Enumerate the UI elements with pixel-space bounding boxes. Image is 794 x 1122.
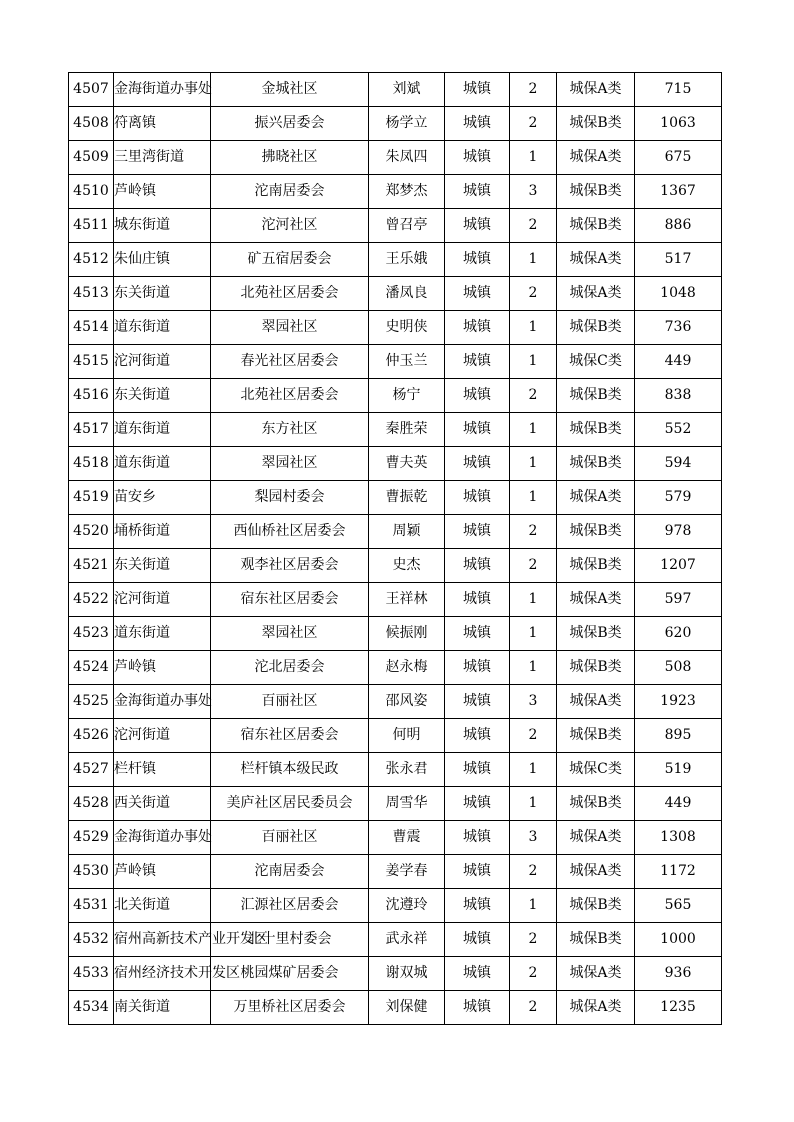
street-cell: 金海街道办事处 — [114, 73, 211, 107]
household-count-cell: 2 — [510, 719, 557, 753]
community-cell: 拂晓社区 — [211, 141, 369, 175]
street-cell: 金海街道办事处 — [114, 685, 211, 719]
insurance-type-cell: 城保A类 — [557, 583, 635, 617]
insurance-type-cell: 城保A类 — [557, 821, 635, 855]
household-count-cell: 1 — [510, 583, 557, 617]
household-count-cell: 1 — [510, 481, 557, 515]
table-row — [69, 141, 722, 175]
insurance-type-cell: 城保B类 — [557, 549, 635, 583]
table-row — [69, 957, 722, 991]
area-cell: 城镇 — [445, 311, 510, 345]
area-cell: 城镇 — [445, 549, 510, 583]
street-cell: 西关街道 — [114, 787, 211, 821]
insurance-type-cell: 城保A类 — [557, 855, 635, 889]
table-row — [69, 549, 722, 583]
name-cell: 赵永梅 — [369, 651, 445, 685]
table-row — [69, 617, 722, 651]
household-count-cell: 2 — [510, 107, 557, 141]
name-cell: 王祥林 — [369, 583, 445, 617]
community-cell: 金城社区 — [211, 73, 369, 107]
area-cell: 城镇 — [445, 617, 510, 651]
community-cell: 沱河社区 — [211, 209, 369, 243]
row-id-cell: 4515 — [69, 345, 114, 379]
row-id-cell: 4512 — [69, 243, 114, 277]
amount-cell: 1367 — [635, 175, 722, 209]
insurance-type-cell: 城保A类 — [557, 277, 635, 311]
table-row — [69, 175, 722, 209]
community-cell: 沱南居委会 — [211, 175, 369, 209]
area-cell: 城镇 — [445, 787, 510, 821]
area-cell: 城镇 — [445, 923, 510, 957]
community-cell: 翠园社区 — [211, 617, 369, 651]
table-row — [69, 821, 722, 855]
amount-cell: 736 — [635, 311, 722, 345]
amount-cell: 1235 — [635, 991, 722, 1025]
table-row — [69, 583, 722, 617]
household-count-cell: 1 — [510, 787, 557, 821]
amount-cell: 675 — [635, 141, 722, 175]
area-cell: 城镇 — [445, 481, 510, 515]
community-cell: 百丽社区 — [211, 821, 369, 855]
name-cell: 邵风姿 — [369, 685, 445, 719]
name-cell: 姜学春 — [369, 855, 445, 889]
household-count-cell: 3 — [510, 685, 557, 719]
name-cell: 谢双城 — [369, 957, 445, 991]
row-id-cell: 4519 — [69, 481, 114, 515]
household-count-cell: 2 — [510, 515, 557, 549]
amount-cell: 936 — [635, 957, 722, 991]
insurance-type-cell: 城保B类 — [557, 651, 635, 685]
community-cell: 梨园村委会 — [211, 481, 369, 515]
street-cell: 东关街道 — [114, 277, 211, 311]
household-count-cell: 2 — [510, 923, 557, 957]
household-count-cell: 1 — [510, 345, 557, 379]
name-cell: 曹振乾 — [369, 481, 445, 515]
table-row — [69, 447, 722, 481]
row-id-cell: 4517 — [69, 413, 114, 447]
area-cell: 城镇 — [445, 651, 510, 685]
amount-cell: 508 — [635, 651, 722, 685]
row-id-cell: 4522 — [69, 583, 114, 617]
household-count-cell: 2 — [510, 991, 557, 1025]
household-count-cell: 1 — [510, 413, 557, 447]
household-count-cell: 2 — [510, 549, 557, 583]
household-count-cell: 2 — [510, 209, 557, 243]
community-cell: 观李社区居委会 — [211, 549, 369, 583]
area-cell: 城镇 — [445, 175, 510, 209]
area-cell: 城镇 — [445, 889, 510, 923]
amount-cell: 1172 — [635, 855, 722, 889]
row-id-cell: 4529 — [69, 821, 114, 855]
household-count-cell: 1 — [510, 243, 557, 277]
street-cell: 东关街道 — [114, 549, 211, 583]
household-count-cell: 3 — [510, 175, 557, 209]
area-cell: 城镇 — [445, 821, 510, 855]
area-cell: 城镇 — [445, 719, 510, 753]
area-cell: 城镇 — [445, 753, 510, 787]
community-cell: 西仙桥社区居委会 — [211, 515, 369, 549]
name-cell: 沈遵玲 — [369, 889, 445, 923]
household-count-cell: 1 — [510, 617, 557, 651]
amount-cell: 449 — [635, 787, 722, 821]
amount-cell: 449 — [635, 345, 722, 379]
table-row — [69, 311, 722, 345]
name-cell: 周雪华 — [369, 787, 445, 821]
street-cell: 城东街道 — [114, 209, 211, 243]
table-row — [69, 413, 722, 447]
community-cell: 百丽社区 — [211, 685, 369, 719]
name-cell: 秦胜荣 — [369, 413, 445, 447]
community-cell: 万里桥社区居委会 — [211, 991, 369, 1025]
row-id-cell: 4524 — [69, 651, 114, 685]
amount-cell: 715 — [635, 73, 722, 107]
name-cell: 史明侠 — [369, 311, 445, 345]
amount-cell: 579 — [635, 481, 722, 515]
area-cell: 城镇 — [445, 141, 510, 175]
table-body — [69, 73, 722, 1025]
area-cell: 城镇 — [445, 277, 510, 311]
name-cell: 武永祥 — [369, 923, 445, 957]
insurance-type-cell: 城保A类 — [557, 141, 635, 175]
row-id-cell: 4509 — [69, 141, 114, 175]
household-count-cell: 2 — [510, 277, 557, 311]
insurance-type-cell: 城保B类 — [557, 413, 635, 447]
row-id-cell: 4520 — [69, 515, 114, 549]
name-cell: 何明 — [369, 719, 445, 753]
amount-cell: 620 — [635, 617, 722, 651]
community-cell: 北苑社区居委会 — [211, 379, 369, 413]
insurance-type-cell: 城保A类 — [557, 991, 635, 1025]
table-row — [69, 345, 722, 379]
area-cell: 城镇 — [445, 379, 510, 413]
name-cell: 郑梦杰 — [369, 175, 445, 209]
household-count-cell: 1 — [510, 311, 557, 345]
amount-cell: 838 — [635, 379, 722, 413]
area-cell: 城镇 — [445, 243, 510, 277]
community-cell: 汇源社区居委会 — [211, 889, 369, 923]
community-cell: 北苑社区居委会 — [211, 277, 369, 311]
amount-cell: 886 — [635, 209, 722, 243]
household-count-cell: 2 — [510, 957, 557, 991]
street-cell: 埇桥街道 — [114, 515, 211, 549]
row-id-cell: 4527 — [69, 753, 114, 787]
community-cell: 桃园煤矿居委会 — [211, 957, 369, 991]
street-cell: 沱河街道 — [114, 345, 211, 379]
community-cell: 春光社区居委会 — [211, 345, 369, 379]
household-count-cell: 2 — [510, 379, 557, 413]
area-cell: 城镇 — [445, 583, 510, 617]
amount-cell: 895 — [635, 719, 722, 753]
table-row — [69, 719, 722, 753]
table-row — [69, 515, 722, 549]
row-id-cell: 4531 — [69, 889, 114, 923]
table-row — [69, 243, 722, 277]
street-cell: 栏杆镇 — [114, 753, 211, 787]
row-id-cell: 4533 — [69, 957, 114, 991]
table-row — [69, 889, 722, 923]
insurance-type-cell: 城保B类 — [557, 889, 635, 923]
street-cell: 宿州高新技术产业开发区 — [114, 923, 211, 957]
area-cell: 城镇 — [445, 209, 510, 243]
community-cell: 沱南居委会 — [211, 855, 369, 889]
street-cell: 朱仙庄镇 — [114, 243, 211, 277]
street-cell: 道东街道 — [114, 413, 211, 447]
insurance-type-cell: 城保A类 — [557, 957, 635, 991]
row-id-cell: 4525 — [69, 685, 114, 719]
amount-cell: 517 — [635, 243, 722, 277]
insurance-type-cell: 城保A类 — [557, 481, 635, 515]
street-cell: 道东街道 — [114, 447, 211, 481]
insurance-type-cell: 城保A类 — [557, 73, 635, 107]
row-id-cell: 4518 — [69, 447, 114, 481]
table-row — [69, 379, 722, 413]
amount-cell: 1063 — [635, 107, 722, 141]
insurance-type-cell: 城保B类 — [557, 923, 635, 957]
table-row — [69, 855, 722, 889]
amount-cell: 1048 — [635, 277, 722, 311]
insurance-type-cell: 城保C类 — [557, 753, 635, 787]
row-id-cell: 4528 — [69, 787, 114, 821]
street-cell: 东关街道 — [114, 379, 211, 413]
insurance-type-cell: 城保B类 — [557, 209, 635, 243]
insurance-type-cell: 城保B类 — [557, 311, 635, 345]
street-cell: 符离镇 — [114, 107, 211, 141]
street-cell: 沱河街道 — [114, 719, 211, 753]
table-row — [69, 787, 722, 821]
table-row — [69, 991, 722, 1025]
table-row — [69, 481, 722, 515]
name-cell: 周颖 — [369, 515, 445, 549]
amount-cell: 519 — [635, 753, 722, 787]
community-cell: 矿五宿居委会 — [211, 243, 369, 277]
amount-cell: 552 — [635, 413, 722, 447]
row-id-cell: 4534 — [69, 991, 114, 1025]
insurance-type-cell: 城保B类 — [557, 617, 635, 651]
insurance-type-cell: 城保B类 — [557, 787, 635, 821]
row-id-cell: 4516 — [69, 379, 114, 413]
amount-cell: 597 — [635, 583, 722, 617]
street-cell: 北关街道 — [114, 889, 211, 923]
name-cell: 曹震 — [369, 821, 445, 855]
community-cell: 东方社区 — [211, 413, 369, 447]
community-cell: 振兴居委会 — [211, 107, 369, 141]
insurance-type-cell: 城保C类 — [557, 345, 635, 379]
name-cell: 杨学立 — [369, 107, 445, 141]
community-cell: 翠园社区 — [211, 447, 369, 481]
street-cell: 三里湾街道 — [114, 141, 211, 175]
row-id-cell: 4511 — [69, 209, 114, 243]
table-row — [69, 107, 722, 141]
street-cell: 沱河街道 — [114, 583, 211, 617]
household-count-cell: 2 — [510, 73, 557, 107]
table-row — [69, 277, 722, 311]
table-row — [69, 73, 722, 107]
name-cell: 朱凤四 — [369, 141, 445, 175]
area-cell: 城镇 — [445, 73, 510, 107]
household-count-cell: 2 — [510, 855, 557, 889]
community-cell: 北十里村委会 — [211, 923, 369, 957]
area-cell: 城镇 — [445, 991, 510, 1025]
insurance-type-cell: 城保A类 — [557, 685, 635, 719]
name-cell: 仲玉兰 — [369, 345, 445, 379]
insurance-type-cell: 城保B类 — [557, 719, 635, 753]
area-cell: 城镇 — [445, 515, 510, 549]
community-cell: 栏杆镇本级民政 — [211, 753, 369, 787]
row-id-cell: 4532 — [69, 923, 114, 957]
name-cell: 候振刚 — [369, 617, 445, 651]
community-cell: 宿东社区居委会 — [211, 583, 369, 617]
community-cell: 翠园社区 — [211, 311, 369, 345]
table-row — [69, 651, 722, 685]
insurance-type-cell: 城保B类 — [557, 515, 635, 549]
insurance-type-cell: 城保B类 — [557, 447, 635, 481]
row-id-cell: 4510 — [69, 175, 114, 209]
community-cell: 美庐社区居民委员会 — [211, 787, 369, 821]
name-cell: 张永君 — [369, 753, 445, 787]
street-cell: 道东街道 — [114, 617, 211, 651]
row-id-cell: 4523 — [69, 617, 114, 651]
area-cell: 城镇 — [445, 413, 510, 447]
community-cell: 沱北居委会 — [211, 651, 369, 685]
name-cell: 潘凤良 — [369, 277, 445, 311]
row-id-cell: 4507 — [69, 73, 114, 107]
insurance-type-cell: 城保A类 — [557, 243, 635, 277]
household-count-cell: 1 — [510, 447, 557, 481]
area-cell: 城镇 — [445, 685, 510, 719]
insurance-type-cell: 城保B类 — [557, 107, 635, 141]
row-id-cell: 4521 — [69, 549, 114, 583]
area-cell: 城镇 — [445, 345, 510, 379]
street-cell: 苗安乡 — [114, 481, 211, 515]
row-id-cell: 4526 — [69, 719, 114, 753]
street-cell: 芦岭镇 — [114, 175, 211, 209]
street-cell: 南关街道 — [114, 991, 211, 1025]
area-cell: 城镇 — [445, 447, 510, 481]
name-cell: 曾召亭 — [369, 209, 445, 243]
area-cell: 城镇 — [445, 107, 510, 141]
street-cell: 宿州经济技术开发区 — [114, 957, 211, 991]
community-cell: 宿东社区居委会 — [211, 719, 369, 753]
row-id-cell: 4508 — [69, 107, 114, 141]
name-cell: 杨宁 — [369, 379, 445, 413]
name-cell: 刘保健 — [369, 991, 445, 1025]
street-cell: 道东街道 — [114, 311, 211, 345]
household-count-cell: 1 — [510, 141, 557, 175]
name-cell: 刘斌 — [369, 73, 445, 107]
amount-cell: 1207 — [635, 549, 722, 583]
table-row — [69, 209, 722, 243]
table-row — [69, 753, 722, 787]
household-count-cell: 1 — [510, 651, 557, 685]
amount-cell: 1000 — [635, 923, 722, 957]
amount-cell: 594 — [635, 447, 722, 481]
amount-cell: 978 — [635, 515, 722, 549]
row-id-cell: 4530 — [69, 855, 114, 889]
area-cell: 城镇 — [445, 855, 510, 889]
amount-cell: 565 — [635, 889, 722, 923]
table-row — [69, 923, 722, 957]
records-table — [68, 72, 722, 1025]
household-count-cell: 1 — [510, 889, 557, 923]
table-row — [69, 685, 722, 719]
street-cell: 芦岭镇 — [114, 651, 211, 685]
amount-cell: 1308 — [635, 821, 722, 855]
row-id-cell: 4513 — [69, 277, 114, 311]
insurance-type-cell: 城保B类 — [557, 379, 635, 413]
insurance-type-cell: 城保B类 — [557, 175, 635, 209]
area-cell: 城镇 — [445, 957, 510, 991]
amount-cell: 1923 — [635, 685, 722, 719]
street-cell: 金海街道办事处 — [114, 821, 211, 855]
row-id-cell: 4514 — [69, 311, 114, 345]
household-count-cell: 1 — [510, 753, 557, 787]
name-cell: 史杰 — [369, 549, 445, 583]
street-cell: 芦岭镇 — [114, 855, 211, 889]
household-count-cell: 3 — [510, 821, 557, 855]
name-cell: 王乐娥 — [369, 243, 445, 277]
name-cell: 曹夫英 — [369, 447, 445, 481]
